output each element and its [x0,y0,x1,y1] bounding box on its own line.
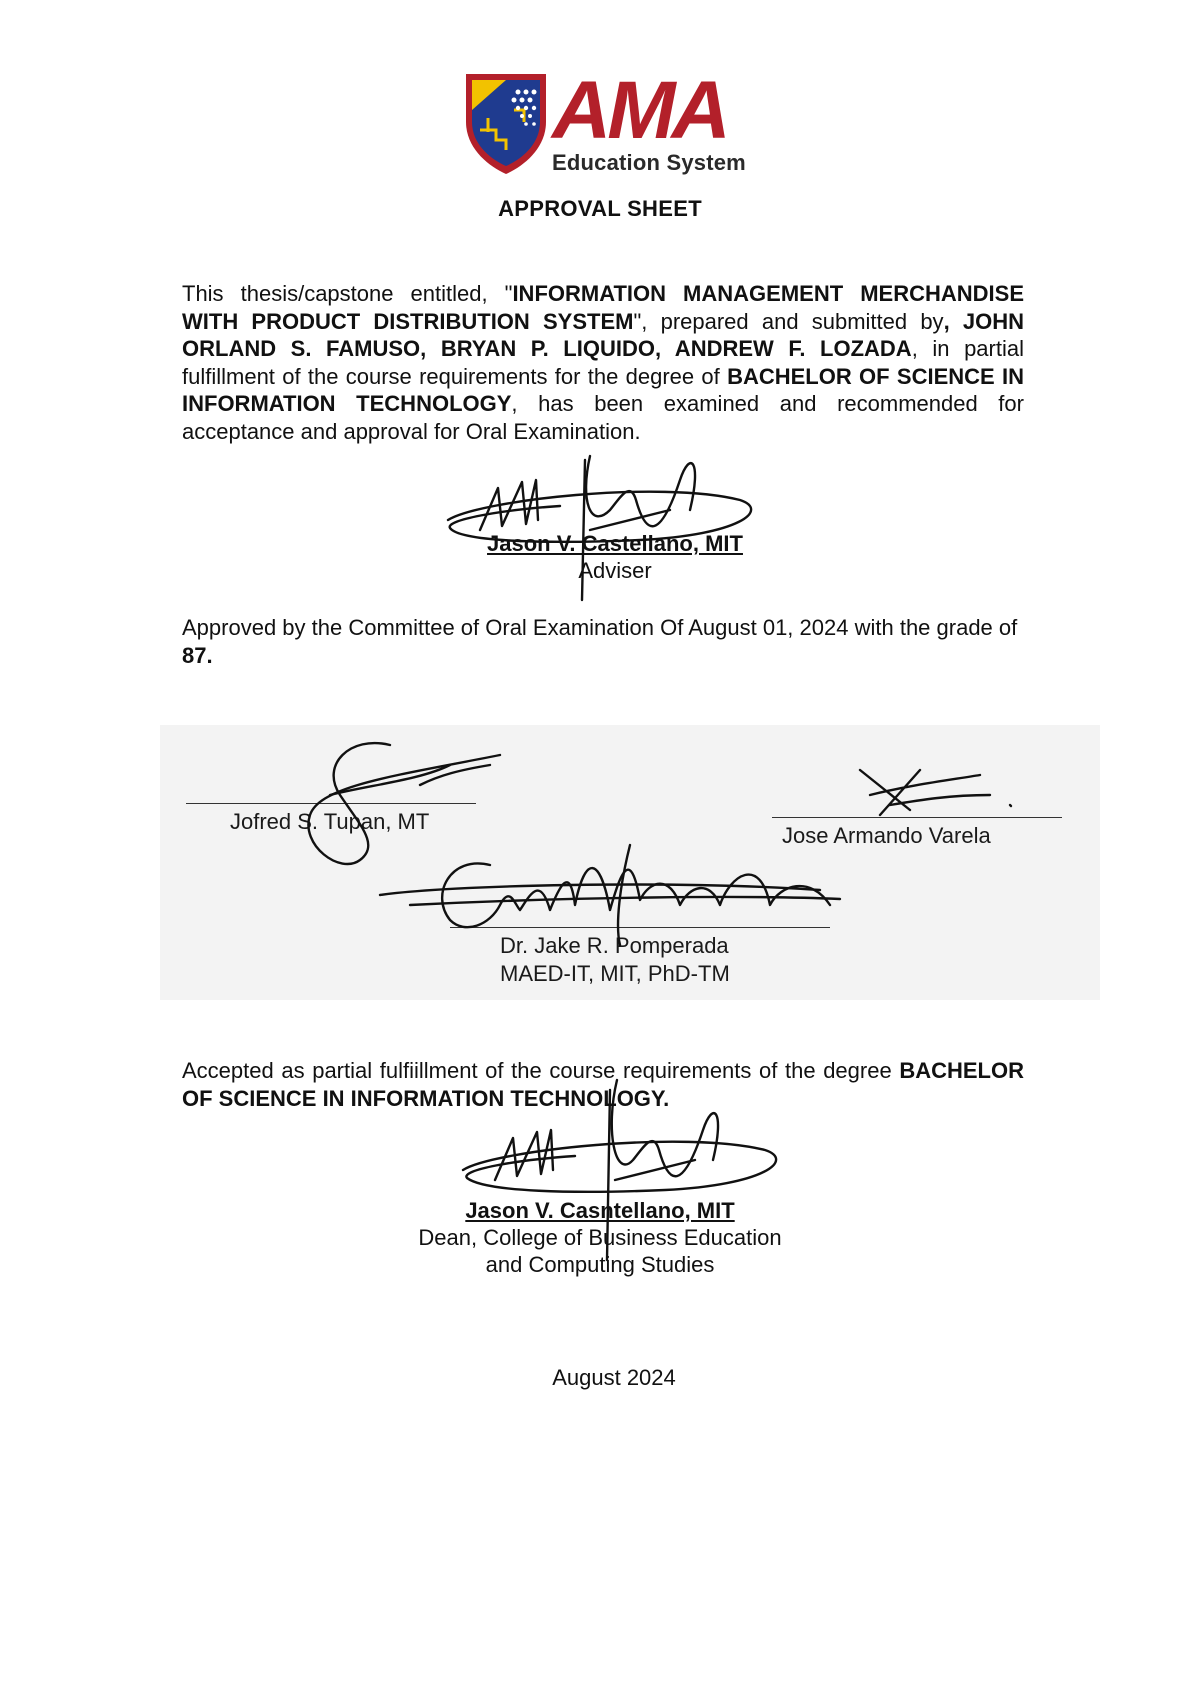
approval-paragraph [182,280,1024,445]
document-date: August 2024 [552,1365,676,1390]
page-title: APPROVAL SHEET [498,196,702,221]
committee-member-2-signature [850,765,1020,825]
dean-role-line-1: Dean, College of Business Education [418,1225,782,1250]
committee-member-3-credentials: MAED-IT, MIT, PhD-TM [500,961,730,986]
committee-approval-paragraph [182,614,1024,669]
committee-member-1: Jofred S. Tupan, MT [230,809,430,834]
dean-role-line-2: and Computing Studies [485,1252,715,1277]
dean-name: Jason V. Casntellano, MIT [465,1198,735,1223]
text-span: Accepted as partial fulfiillment of the course requirements of the degree [182,1058,900,1083]
adviser-role: Adviser [578,558,652,583]
dean-signature-block [390,1197,810,1278]
shield-icon [462,70,550,176]
text-span: , in partial fulfillment of the course requirements for the degree of [182,336,1024,389]
committee-member-3-signature [370,835,840,955]
committee-member-3: Dr. Jake R. Pomperada [500,933,729,958]
authors: , JOHN ORLAND S. FAMUSO, BRYAN P. LIQUIDO, ANDREW F. LOZADA [182,308,1024,361]
ama-logo [462,65,752,178]
thesis-title: INFORMATION MANAGEMENT MERCHANDISE WITH PRODUCT DISTRIBUTION SYSTEM [182,281,1024,334]
text-span: ", prepared and submitted by [633,308,944,334]
committee-signatures [160,725,1100,1000]
committee-member-2: Jose Armando Varela [782,823,991,848]
text-span: Approved by the Committee of Oral Examination Of August 01, 2024 with the grade of [182,615,1018,640]
degree-name: BACHELOR OF SCIENCE IN INFORMATION TECHNOLOGY. [182,1058,1024,1111]
text-span: , has been examined and recommended for acceptance and approval for Oral Examination. [182,391,1024,444]
grade-value: 87. [182,642,213,668]
degree-name: BACHELOR OF SCIENCE IN INFORMATION TECHNOLOGY [182,363,1024,416]
text-span: This thesis/capstone entitled, " [182,281,513,306]
logo-wordmark: AMA [552,65,727,156]
logo-subtitle: Education System [552,150,746,175]
adviser-signature-block [470,530,760,584]
adviser-name: Jason V. Castellano, MIT [487,531,743,556]
